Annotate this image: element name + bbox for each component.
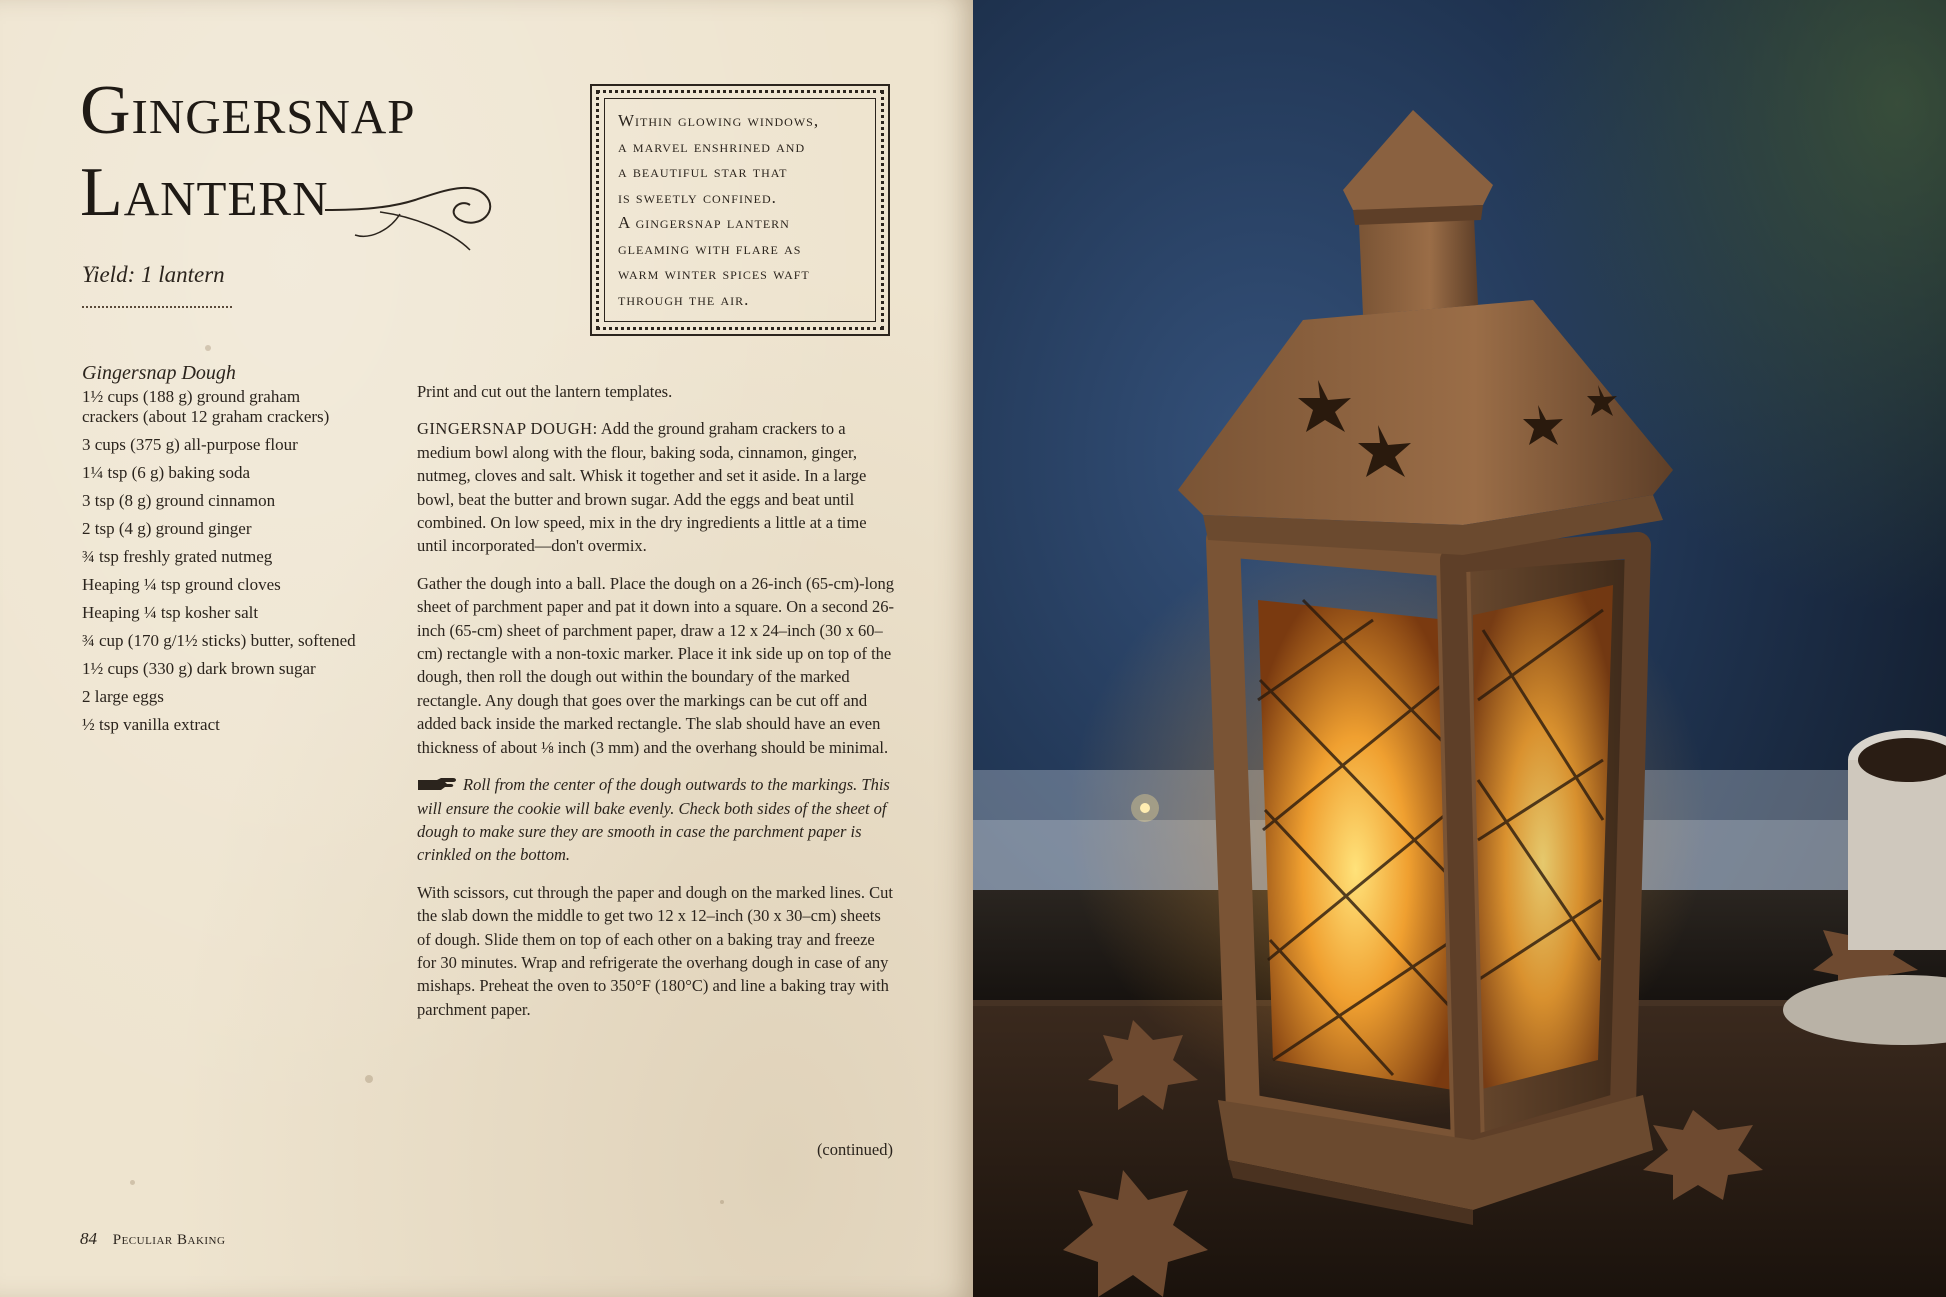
paper-speck: [365, 1075, 373, 1083]
baking-tip: [417, 773, 895, 867]
method-paragraph: [417, 417, 895, 557]
method-step-text: Add the ground graham crackers to a medium bowl along with the flour, baking soda, cinnamon, ginger, nutmeg, cloves and salt. Whisk it together and set it aside. In a large bowl, beat the butter and brown sugar. Add the eggs and beat until combined. On low speed, mix in the dry ingredients a little at a time until incorporated—don't overmix.: [417, 419, 867, 556]
page-footer: [80, 1229, 225, 1249]
method-paragraph: Gather the dough into a ball. Place the dough on a 26-inch (65-cm)-long sheet of parchment paper and pat it down into a square. On a second 26-inch (65-cm) sheet of parchment paper, draw a 12 x 24–inch (30 x 60–cm) rectangle with a non-toxic marker. Place it ink side up on top of the dough, then roll the dough out within the boundary of the marked rectangle. Any dough that goes over the markings can be cut off and added back inside the marked rectangle. The slab should have an even thickness of about ⅛ inch (3 mm) and the overhang should be minimal.: [417, 573, 894, 757]
gingersnap-lantern-image: [973, 0, 1946, 1297]
tip-text: Roll from the center of the dough outwards to the markings. This will ensure the cookie will bake evenly. Check both sides of the sheet of dough to make sure they are smooth in case the parchment paper is crinkled on the bottom.: [417, 775, 890, 865]
ingredient-item: 1½ cups (330 g) dark brown sugar: [82, 659, 316, 678]
lantern-photo: [973, 0, 1946, 1297]
method-paragraph: With scissors, cut through the paper and dough on the marked lines. Cut the slab down the middle to get two 12 x 12–inch (30 x 30–cm) sheets of dough. Slide them on top of each other on a baking tray and freeze for 30 minutes. Wrap and refrigerate the overhang dough in case of any mishaps. Preheat the oven to 350°F (180°C) and line a baking tray with parchment paper.: [417, 882, 893, 1019]
poem-line: through the air.: [618, 289, 750, 309]
ingredient-item: Heaping ¼ tsp kosher salt: [82, 603, 259, 622]
poem-line: A gingersnap lantern: [618, 213, 790, 232]
ingredient-list: [82, 362, 357, 743]
ingredient-item: ½ tsp vanilla extract: [82, 715, 220, 734]
title-flourish-icon: [320, 170, 510, 260]
method-step-lead: GINGERSNAP DOUGH:: [417, 419, 598, 439]
poem-line: is sweetly confined.: [618, 187, 777, 207]
ingredient-item: ¾ cup (170 g/1½ sticks) butter, softened: [82, 631, 356, 650]
poem-text: [618, 108, 873, 312]
method-intro: Print and cut out the lantern templates.: [417, 382, 673, 401]
ingredient-item: 2 tsp (4 g) ground ginger: [82, 519, 252, 538]
page-number: 84: [80, 1229, 97, 1248]
ingredient-item: 2 large eggs: [82, 687, 164, 706]
continued-note: (continued): [816, 1140, 893, 1159]
paper-speck: [130, 1180, 135, 1185]
title-line-2: Lantern: [80, 154, 329, 231]
pointing-hand-icon: [417, 777, 459, 791]
dotted-divider: [82, 306, 232, 308]
ingredient-item: 3 cups (375 g) all-purpose flour: [82, 435, 298, 454]
ingredient-item: 3 tsp (8 g) ground cinnamon: [82, 491, 276, 510]
method-text: [417, 380, 895, 1035]
paper-speck: [720, 1200, 724, 1204]
ingredient-item: 1½ cups (188 g) ground graham crackers (about 12 graham crackers): [82, 387, 330, 426]
poem-line: a marvel enshrined and: [618, 136, 806, 156]
ingredient-item: Heaping ¼ tsp ground cloves: [82, 575, 281, 594]
ingredient-heading: Gingersnap Dough: [82, 362, 236, 384]
ingredient-item: 1¼ tsp (6 g) baking soda: [82, 463, 251, 482]
poem-line: a beautiful star that: [618, 162, 788, 181]
poem-line: Within glowing windows,: [618, 111, 820, 130]
poem-line: warm winter spices waft: [618, 264, 810, 283]
ingredient-item: ¾ tsp freshly grated nutmeg: [82, 547, 273, 566]
poem-line: gleaming with flare as: [618, 238, 802, 258]
title-line-1: Gingersnap: [80, 72, 416, 149]
running-title: Peculiar Baking: [112, 1232, 226, 1248]
poem-frame: [590, 84, 890, 336]
paper-speck: [205, 345, 211, 351]
recipe-yield: Yield: 1 lantern: [82, 262, 225, 287]
